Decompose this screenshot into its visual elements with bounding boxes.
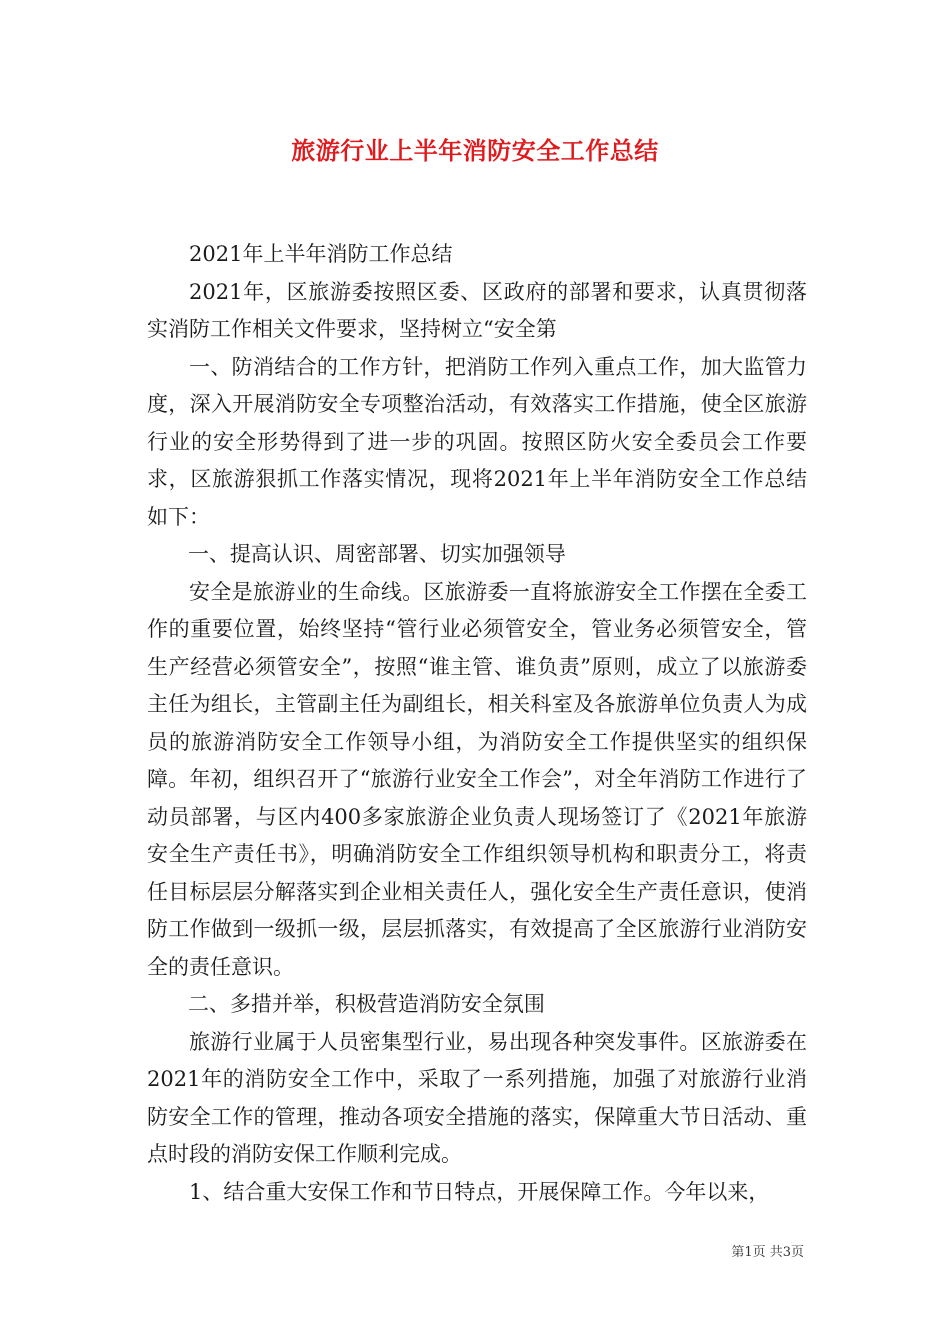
page-number: 第1页 共3页 [731, 1245, 804, 1260]
section-heading-1: 一、提高认识、周密部署、切实加强领导 [187, 542, 566, 566]
paragraph-section-1: 安全是旅游业的生命线。区旅游委一直将旅游安全工作摆在全委工作的重要位置，始终坚持“管行业必须管安全，管业务必须管安全，管生产经营必须管安全”，按照“谁主管、谁负责”原则，成立了以旅游委主任为组长，主管副主任为副组长，相关科室及各旅游单位负责人为成员的旅游消防安全工作领导小组，为消防安全工作提供坚实的组织保障。年初，组织召开了“旅游行业安全工作会”，对全年消防工作进行了动员部署，与区内400多家旅游企业负责人现场签订了《2021年旅游安全生产责任书》，明确消防安全工作组织领导机构和职责分工，将责任目标层层分解落实到企业相关责任人，强化安全生产责任意识，使消防工作做到一级抓一级，层层抓落实，有效提高了全区旅游行业消防安全的责任意识。 [147, 579, 807, 979]
section-heading-2: 二、多措并举，积极营造消防安全氛围 [187, 992, 545, 1016]
paragraph-item-1: 1、结合重大安保工作和节日特点，开展保障工作。今年以来， [189, 1179, 770, 1204]
document-body [147, 236, 807, 1211]
paragraph-principle: 一、防消结合的工作方针，把消防工作列入重点工作，加大监管力度，深入开展消防安全专项整治活动，有效落实工作措施，使全区旅游行业的安全形势得到了进一步的巩固。按照区防火安全委员会工作要求，区旅游狠抓工作落实情况，现将2021年上半年消防安全工作总结如下： [147, 354, 807, 529]
paragraph-heading: 2021年上半年消防工作总结 [189, 242, 453, 266]
paragraph-intro: 2021年，区旅游委按照区委、区政府的部署和要求，认真贯彻落实消防工作相关文件要求，坚持树立“安全第 [147, 279, 807, 341]
document-title: 旅游行业上半年消防安全工作总结 [291, 136, 659, 165]
paragraph-section-2: 旅游行业属于人员密集型行业，易出现各种突发事件。区旅游委在2021年的消防安全工作中，采取了一系列措施，加强了对旅游行业消防安全工作的管理，推动各项安全措施的落实，保障重大节日活动、重点时段的消防安保工作顺利完成。 [147, 1029, 807, 1166]
